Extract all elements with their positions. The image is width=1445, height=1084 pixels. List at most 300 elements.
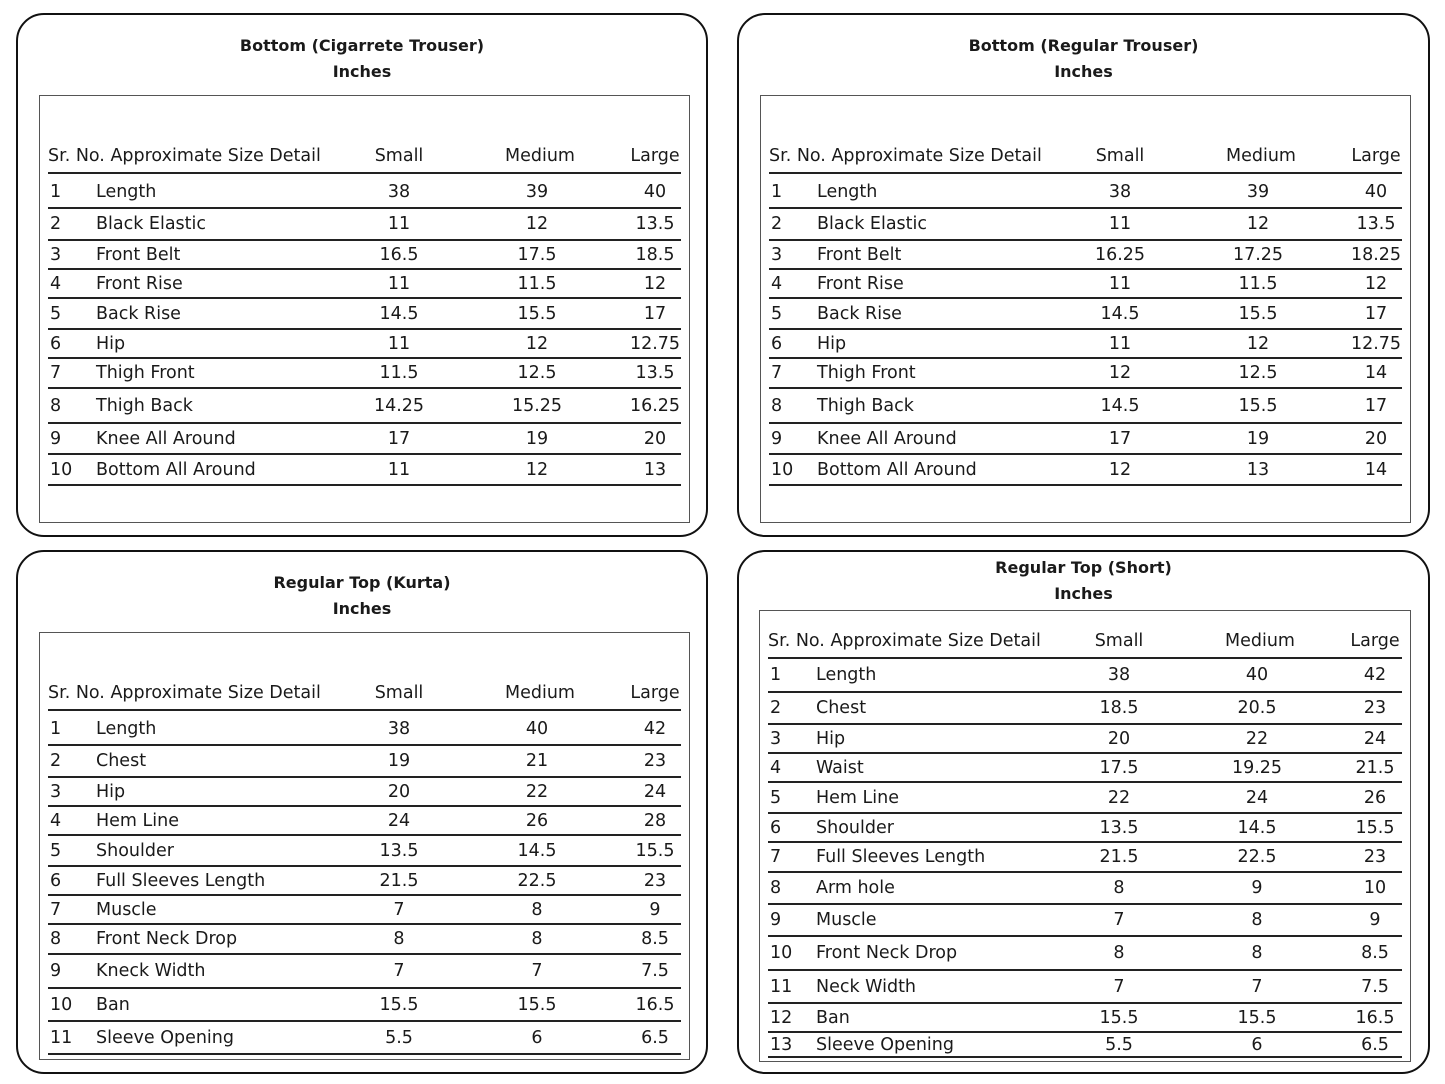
large-value: 13.5 <box>1356 214 1396 234</box>
large-value: 15.5 <box>1355 818 1395 838</box>
medium-value: 12 <box>525 214 549 234</box>
small-value: 7 <box>1113 910 1125 930</box>
measurement-name: Front Neck Drop <box>96 929 238 949</box>
medium-value: 8 <box>531 900 543 920</box>
row-number: 12 <box>770 1008 793 1028</box>
table-row <box>768 971 1402 1004</box>
large-value: 13 <box>643 460 667 480</box>
header-large: Large <box>1351 146 1401 166</box>
large-value: 42 <box>1363 665 1387 685</box>
small-value: 5.5 <box>1105 1035 1133 1055</box>
measurement-name: Hem Line <box>96 811 180 831</box>
measurement-name: Thigh Back <box>96 396 193 416</box>
small-value: 5.5 <box>385 1028 413 1048</box>
small-value: 21.5 <box>379 871 419 891</box>
small-value: 16.5 <box>379 245 419 265</box>
row-number: 10 <box>771 460 794 480</box>
header-medium: Medium <box>505 146 575 166</box>
small-value: 7 <box>393 961 405 981</box>
row-number: 10 <box>770 943 793 963</box>
medium-value: 8 <box>531 929 543 949</box>
measurement-name: Neck Width <box>816 977 917 997</box>
table-row <box>48 330 681 359</box>
measurement-name: Length <box>817 182 878 202</box>
large-value: 6.5 <box>1361 1035 1389 1055</box>
row-number: 4 <box>50 811 62 831</box>
header-medium: Medium <box>1225 631 1295 651</box>
measurement-name: Bottom All Around <box>817 460 977 480</box>
card-title: Bottom (Cigarrete Trouser) <box>239 36 485 55</box>
table-row <box>768 1033 1402 1058</box>
measurement-name: Front Belt <box>817 245 902 265</box>
large-value: 18.25 <box>1350 245 1402 265</box>
large-value: 23 <box>643 871 667 891</box>
small-value: 11 <box>387 274 411 294</box>
large-value: 6.5 <box>641 1028 669 1048</box>
medium-value: 20.5 <box>1237 698 1277 718</box>
small-value: 20 <box>387 782 411 802</box>
medium-value: 12 <box>1246 334 1270 354</box>
row-number: 9 <box>50 429 62 449</box>
large-value: 12.75 <box>1350 334 1402 354</box>
measurement-name: Thigh Front <box>96 363 195 383</box>
large-value: 40 <box>1364 182 1388 202</box>
medium-value: 12 <box>525 460 549 480</box>
header-medium: Medium <box>505 683 575 703</box>
measurement-name: Black Elastic <box>817 214 928 234</box>
large-value: 18.5 <box>635 245 675 265</box>
table-row <box>48 836 681 867</box>
table-row <box>768 725 1402 754</box>
measurement-name: Sleeve Opening <box>816 1035 954 1055</box>
large-value: 12 <box>643 274 667 294</box>
small-value: 11.5 <box>379 363 419 383</box>
table-row <box>48 299 681 330</box>
measurement-name: Shoulder <box>816 818 894 838</box>
row-number: 9 <box>771 429 783 449</box>
size-card <box>737 550 1430 1074</box>
medium-value: 6 <box>531 1028 543 1048</box>
large-value: 23 <box>643 751 667 771</box>
table-row <box>769 299 1402 330</box>
row-number: 7 <box>770 847 782 867</box>
measurement-name: Front Rise <box>817 274 904 294</box>
measurement-name: Hip <box>96 782 126 802</box>
medium-value: 14.5 <box>517 841 557 861</box>
medium-value: 15.25 <box>511 396 563 416</box>
row-number: 4 <box>771 274 783 294</box>
small-value: 24 <box>387 811 411 831</box>
table-row <box>768 814 1402 843</box>
measurement-name: Length <box>816 665 877 685</box>
table-row <box>48 955 681 989</box>
medium-value: 12.5 <box>1238 363 1278 383</box>
measurement-name: Thigh Front <box>817 363 916 383</box>
row-number: 4 <box>770 758 782 778</box>
table-row <box>768 659 1402 693</box>
table-header <box>48 138 681 174</box>
row-number: 5 <box>50 304 62 324</box>
large-value: 16.5 <box>1355 1008 1395 1028</box>
row-number: 3 <box>50 245 62 265</box>
measurement-name: Length <box>96 182 157 202</box>
table-row <box>769 330 1402 359</box>
table-row <box>768 937 1402 971</box>
row-number: 13 <box>770 1035 793 1055</box>
measurement-name: Knee All Around <box>817 429 957 449</box>
large-value: 28 <box>643 811 667 831</box>
measurement-name: Back Rise <box>96 304 181 324</box>
table-row <box>48 867 681 896</box>
medium-value: 22.5 <box>517 871 557 891</box>
row-number: 7 <box>771 363 783 383</box>
medium-value: 15.5 <box>1238 396 1278 416</box>
large-value: 16.5 <box>635 995 675 1015</box>
row-number: 2 <box>771 214 783 234</box>
measurement-name: Sleeve Opening <box>96 1028 234 1048</box>
medium-value: 8 <box>1251 910 1263 930</box>
medium-value: 15.5 <box>517 304 557 324</box>
measurement-name: Muscle <box>816 910 877 930</box>
row-number: 1 <box>50 719 62 739</box>
medium-value: 19 <box>525 429 549 449</box>
small-value: 11 <box>1108 214 1132 234</box>
header-small: Small <box>1095 146 1145 166</box>
small-value: 14.5 <box>1100 304 1140 324</box>
measurement-name: Chest <box>816 698 867 718</box>
small-value: 20 <box>1107 729 1131 749</box>
medium-value: 11.5 <box>1238 274 1278 294</box>
medium-value: 21 <box>525 751 549 771</box>
row-number: 1 <box>50 182 62 202</box>
table-row <box>48 209 681 241</box>
row-number: 5 <box>771 304 783 324</box>
small-value: 13.5 <box>1099 818 1139 838</box>
row-number: 4 <box>50 274 62 294</box>
medium-value: 8 <box>1251 943 1263 963</box>
row-number: 9 <box>50 961 62 981</box>
card-unit: Inches <box>332 62 392 81</box>
card-unit: Inches <box>1054 62 1113 81</box>
medium-value: 39 <box>1246 182 1270 202</box>
medium-value: 12 <box>525 334 549 354</box>
size-card <box>737 13 1430 537</box>
row-number: 6 <box>50 871 62 891</box>
row-number: 2 <box>50 214 62 234</box>
header-sr-detail: Sr. No. Approximate Size Detail <box>768 631 1041 651</box>
large-value: 15.5 <box>635 841 675 861</box>
header-medium: Medium <box>1226 146 1296 166</box>
large-value: 13.5 <box>635 363 675 383</box>
medium-value: 6 <box>1251 1035 1263 1055</box>
header-sr-detail: Sr. No. Approximate Size Detail <box>48 683 321 703</box>
table-row <box>48 359 681 389</box>
small-value: 11 <box>1108 274 1132 294</box>
small-value: 38 <box>1108 182 1132 202</box>
measurement-name: Hip <box>816 729 846 749</box>
table-row <box>769 176 1402 209</box>
table-row <box>48 176 681 209</box>
table-row <box>48 424 681 455</box>
table-row <box>48 896 681 925</box>
small-value: 15.5 <box>379 995 419 1015</box>
large-value: 23 <box>1363 698 1387 718</box>
row-number: 6 <box>770 818 782 838</box>
card-title: Bottom (Regular Trouser) <box>968 36 1199 55</box>
small-value: 16.25 <box>1094 245 1146 265</box>
large-value: 12.75 <box>629 334 681 354</box>
table-row <box>768 1004 1402 1033</box>
small-value: 8 <box>1113 878 1125 898</box>
row-number: 7 <box>50 363 62 383</box>
table-row <box>48 989 681 1022</box>
table-row <box>769 241 1402 270</box>
large-value: 26 <box>1363 788 1387 808</box>
size-table <box>39 95 690 523</box>
table-header <box>48 675 681 711</box>
header-large: Large <box>630 683 680 703</box>
table-header <box>769 138 1402 174</box>
measurement-name: Chest <box>96 751 147 771</box>
measurement-name: Hip <box>817 334 847 354</box>
large-value: 8.5 <box>1361 943 1389 963</box>
row-number: 11 <box>770 977 793 997</box>
row-number: 9 <box>770 910 782 930</box>
row-number: 6 <box>50 334 62 354</box>
table-row <box>48 455 681 486</box>
large-value: 7.5 <box>641 961 669 981</box>
large-value: 42 <box>643 719 667 739</box>
size-table <box>760 95 1411 523</box>
large-value: 9 <box>1369 910 1381 930</box>
card-unit: Inches <box>332 599 392 618</box>
row-number: 2 <box>770 698 782 718</box>
large-value: 8.5 <box>641 929 669 949</box>
table-header <box>768 623 1402 659</box>
large-value: 16.25 <box>629 396 681 416</box>
measurement-name: Muscle <box>96 900 157 920</box>
large-value: 12 <box>1364 274 1388 294</box>
large-value: 13.5 <box>635 214 675 234</box>
large-value: 14 <box>1364 363 1388 383</box>
medium-value: 12 <box>1246 214 1270 234</box>
small-value: 12 <box>1108 363 1132 383</box>
table-row <box>48 713 681 746</box>
measurement-name: Ban <box>96 995 130 1015</box>
large-value: 20 <box>643 429 667 449</box>
measurement-name: Bottom All Around <box>96 460 256 480</box>
row-number: 5 <box>50 841 62 861</box>
small-value: 8 <box>393 929 405 949</box>
table-row <box>769 359 1402 389</box>
medium-value: 22 <box>525 782 549 802</box>
small-value: 11 <box>387 214 411 234</box>
row-number: 3 <box>50 782 62 802</box>
row-number: 3 <box>770 729 782 749</box>
table-row <box>768 873 1402 905</box>
measurement-name: Thigh Back <box>817 396 914 416</box>
medium-value: 39 <box>525 182 549 202</box>
size-card <box>16 550 708 1074</box>
measurement-name: Length <box>96 719 157 739</box>
table-row <box>48 778 681 807</box>
medium-value: 12.5 <box>517 363 557 383</box>
medium-value: 17.25 <box>1232 245 1284 265</box>
measurement-name: Arm hole <box>816 878 895 898</box>
small-value: 21.5 <box>1099 847 1139 867</box>
table-row <box>48 270 681 299</box>
medium-value: 26 <box>525 811 549 831</box>
size-table <box>759 610 1411 1062</box>
measurement-name: Shoulder <box>96 841 174 861</box>
small-value: 38 <box>387 719 411 739</box>
small-value: 17 <box>387 429 411 449</box>
small-value: 38 <box>387 182 411 202</box>
large-value: 14 <box>1364 460 1388 480</box>
large-value: 23 <box>1363 847 1387 867</box>
large-value: 17 <box>1364 396 1388 416</box>
table-row <box>768 754 1402 783</box>
row-number: 8 <box>770 878 782 898</box>
measurement-name: Hip <box>96 334 126 354</box>
medium-value: 7 <box>1251 977 1263 997</box>
large-value: 24 <box>1363 729 1387 749</box>
small-value: 17 <box>1108 429 1132 449</box>
large-value: 24 <box>643 782 667 802</box>
row-number: 1 <box>770 665 782 685</box>
small-value: 22 <box>1107 788 1131 808</box>
medium-value: 15.5 <box>1237 1008 1277 1028</box>
table-row <box>769 209 1402 241</box>
small-value: 11 <box>387 460 411 480</box>
row-number: 3 <box>771 245 783 265</box>
row-number: 8 <box>50 396 62 416</box>
measurement-name: Black Elastic <box>96 214 207 234</box>
medium-value: 9 <box>1251 878 1263 898</box>
medium-value: 22.5 <box>1237 847 1277 867</box>
small-value: 8 <box>1113 943 1125 963</box>
table-row <box>48 389 681 424</box>
medium-value: 14.5 <box>1237 818 1277 838</box>
table-row <box>48 746 681 778</box>
small-value: 14.5 <box>379 304 419 324</box>
large-value: 20 <box>1364 429 1388 449</box>
medium-value: 40 <box>525 719 549 739</box>
measurement-name: Kneck Width <box>96 961 206 981</box>
row-number: 2 <box>50 751 62 771</box>
small-value: 11 <box>387 334 411 354</box>
medium-value: 15.5 <box>517 995 557 1015</box>
large-value: 17 <box>643 304 667 324</box>
small-value: 14.25 <box>373 396 425 416</box>
table-row <box>768 905 1402 937</box>
table-row <box>769 270 1402 299</box>
medium-value: 15.5 <box>1238 304 1278 324</box>
small-value: 19 <box>387 751 411 771</box>
header-small: Small <box>374 146 424 166</box>
table-row <box>768 693 1402 725</box>
size-card <box>16 13 708 537</box>
header-sr-detail: Sr. No. Approximate Size Detail <box>769 146 1042 166</box>
medium-value: 19.25 <box>1231 758 1283 778</box>
card-title: Regular Top (Kurta) <box>273 573 451 592</box>
table-row <box>769 455 1402 486</box>
small-value: 7 <box>393 900 405 920</box>
medium-value: 19 <box>1246 429 1270 449</box>
row-number: 6 <box>771 334 783 354</box>
card-title: Regular Top (Short) <box>995 558 1172 577</box>
large-value: 7.5 <box>1361 977 1389 997</box>
large-value: 21.5 <box>1355 758 1395 778</box>
measurement-name: Full Sleeves Length <box>96 871 266 891</box>
large-value: 9 <box>649 900 661 920</box>
small-value: 12 <box>1108 460 1132 480</box>
large-value: 40 <box>643 182 667 202</box>
small-value: 7 <box>1113 977 1125 997</box>
table-row <box>768 783 1402 814</box>
small-value: 11 <box>1108 334 1132 354</box>
row-number: 1 <box>771 182 783 202</box>
medium-value: 13 <box>1246 460 1270 480</box>
table-row <box>48 807 681 836</box>
row-number: 7 <box>50 900 62 920</box>
small-value: 17.5 <box>1099 758 1139 778</box>
measurement-name: Front Rise <box>96 274 183 294</box>
header-small: Small <box>1094 631 1144 651</box>
small-value: 14.5 <box>1100 396 1140 416</box>
table-row <box>768 843 1402 873</box>
medium-value: 24 <box>1245 788 1269 808</box>
measurement-name: Waist <box>816 758 864 778</box>
size-table <box>39 632 690 1060</box>
large-value: 10 <box>1363 878 1387 898</box>
table-row <box>769 424 1402 455</box>
row-number: 10 <box>50 995 73 1015</box>
row-number: 8 <box>771 396 783 416</box>
small-value: 15.5 <box>1099 1008 1139 1028</box>
small-value: 13.5 <box>379 841 419 861</box>
large-value: 17 <box>1364 304 1388 324</box>
medium-value: 40 <box>1245 665 1269 685</box>
measurement-name: Back Rise <box>817 304 902 324</box>
row-number: 8 <box>50 929 62 949</box>
row-number: 5 <box>770 788 782 808</box>
measurement-name: Ban <box>816 1008 850 1028</box>
header-small: Small <box>374 683 424 703</box>
table-row <box>48 1022 681 1055</box>
medium-value: 22 <box>1245 729 1269 749</box>
card-unit: Inches <box>1054 584 1113 603</box>
measurement-name: Hem Line <box>816 788 900 808</box>
medium-value: 11.5 <box>517 274 557 294</box>
measurement-name: Front Neck Drop <box>816 943 958 963</box>
small-value: 18.5 <box>1099 698 1139 718</box>
small-value: 38 <box>1107 665 1131 685</box>
row-number: 11 <box>50 1028 73 1048</box>
measurement-name: Front Belt <box>96 245 181 265</box>
table-row <box>769 389 1402 424</box>
header-large: Large <box>630 146 680 166</box>
table-row <box>48 925 681 955</box>
measurement-name: Knee All Around <box>96 429 236 449</box>
table-row <box>48 241 681 270</box>
row-number: 10 <box>50 460 73 480</box>
medium-value: 7 <box>531 961 543 981</box>
header-sr-detail: Sr. No. Approximate Size Detail <box>48 146 321 166</box>
header-large: Large <box>1350 631 1400 651</box>
medium-value: 17.5 <box>517 245 557 265</box>
measurement-name: Full Sleeves Length <box>816 847 986 867</box>
